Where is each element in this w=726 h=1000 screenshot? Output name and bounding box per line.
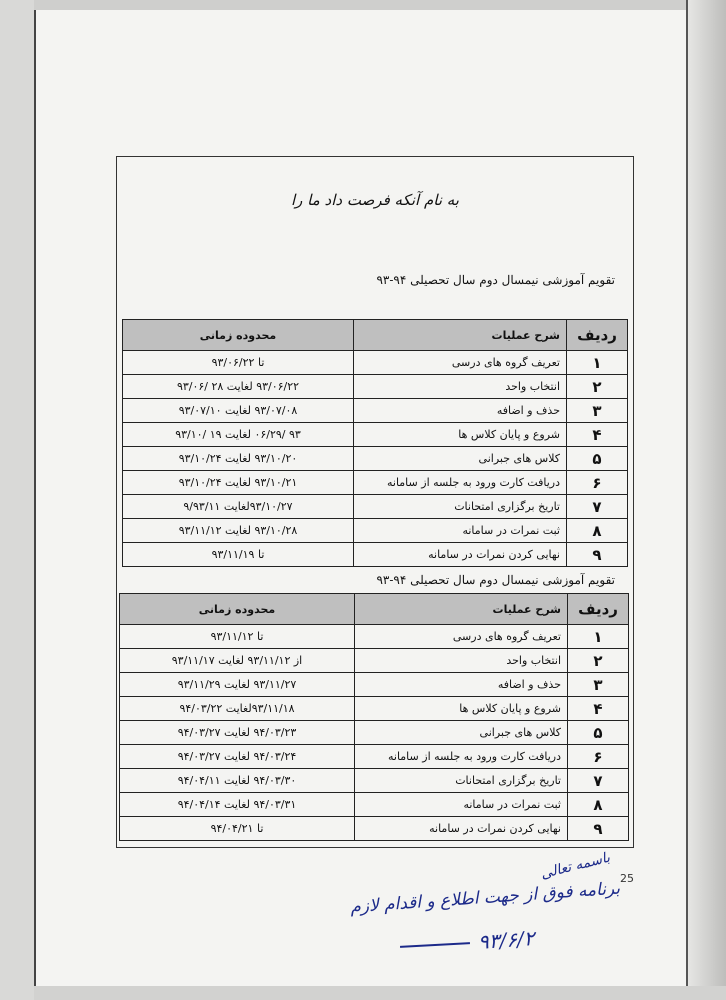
row-range: ۹۳/۱۰/۲۸ لغایت ۹۳/۱۱/۱۲ (123, 519, 354, 543)
row-range: ۹۳/۰۶/۲۲ لغایت ۲۸ /۹۳/۰۶ (123, 375, 354, 399)
table-row (120, 745, 629, 769)
header-operation: شرح عملیات (355, 594, 568, 625)
row-range: ۹۴/۰۳/۳۰ لغایت ۹۴/۰۴/۱۱ (120, 769, 355, 793)
row-operation: حذف و اضافه (355, 673, 568, 697)
row-range: تا ۹۳/۱۱/۱۲ (120, 625, 355, 649)
row-index: ۴ (567, 423, 628, 447)
table-row (123, 543, 628, 567)
row-operation: تاریخ برگزاری امتحانات (355, 769, 568, 793)
row-index: ۹ (567, 543, 628, 567)
table-row (123, 447, 628, 471)
row-operation: کلاس های جبرانی (354, 447, 567, 471)
row-range: از ۹۳/۱۱/۱۲ لغایت ۹۳/۱۱/۱۷ (120, 649, 355, 673)
row-operation: شروع و پایان کلاس ها (355, 697, 568, 721)
row-index: ۷ (568, 769, 629, 793)
header-index: ردیف (568, 594, 629, 625)
row-range: ۹۴/۰۳/۳۱ لغایت ۹۴/۰۴/۱۴ (120, 793, 355, 817)
row-index: ۲ (568, 649, 629, 673)
row-operation: تعریف گروه های درسی (355, 625, 568, 649)
table-row (123, 495, 628, 519)
row-index: ۳ (568, 673, 629, 697)
row-index: ۱ (568, 625, 629, 649)
document-heading: به نام آنکه فرصت داد ما را (291, 191, 459, 209)
table-row (120, 673, 629, 697)
table-row (120, 625, 629, 649)
row-operation: شروع و پایان کلاس ها (354, 423, 567, 447)
row-range: ۹۳/۱۰/۲۱ لغایت ۹۳/۱۰/۲۴ (123, 471, 354, 495)
handwritten-note: برنامه فوق از جهت اطلاع و اقدام لازم (349, 878, 621, 918)
semester1-table (122, 319, 628, 567)
row-operation: دریافت کارت ورود به جلسه از سامانه (354, 471, 567, 495)
table-row (120, 721, 629, 745)
row-index: ۷ (567, 495, 628, 519)
row-range: ۹۴/۰۳/۲۴ لغایت ۹۴/۰۳/۲۷ (120, 745, 355, 769)
table-row (123, 423, 628, 447)
row-range: ۹۳/۱۱/۲۷ لغایت ۹۳/۱۱/۲۹ (120, 673, 355, 697)
handwritten-salutation: باسمه تعالی (539, 849, 612, 883)
row-operation: تعریف گروه های درسی (354, 351, 567, 375)
row-operation: تاریخ برگزاری امتحانات (354, 495, 567, 519)
table-row (123, 375, 628, 399)
handwritten-date: ۹۳/۶/۲ (477, 926, 536, 954)
row-index: ۴ (568, 697, 629, 721)
semester2-caption: تقویم آموزشی نیمسال دوم سال تحصیلی ۹۴-۹۳ (376, 573, 615, 587)
page-number: 25 (620, 872, 634, 885)
row-index: ۳ (567, 399, 628, 423)
row-operation: ثبت نمرات در سامانه (355, 793, 568, 817)
row-index: ۶ (567, 471, 628, 495)
row-index: ۱ (567, 351, 628, 375)
header-operation: شرح عملیات (354, 320, 567, 351)
handwritten-underline (400, 942, 470, 948)
table-header-row (123, 320, 628, 351)
row-range: تا ۹۴/۰۴/۲۱ (120, 817, 355, 841)
row-range: ۹۳ /۰۶/۲۹ لغایت ۱۹ /۹۳/۱۰ (123, 423, 354, 447)
row-operation: حذف و اضافه (354, 399, 567, 423)
table-header-row (120, 594, 629, 625)
row-operation: انتخاب واحد (354, 375, 567, 399)
scan-right-edge (686, 0, 726, 1000)
row-index: ۵ (567, 447, 628, 471)
table-row (120, 697, 629, 721)
row-range: تا ۹۳/۱۱/۱۹ (123, 543, 354, 567)
header-index: ردیف (567, 320, 628, 351)
row-index: ۵ (568, 721, 629, 745)
row-operation: ثبت نمرات در سامانه (354, 519, 567, 543)
row-operation: دریافت کارت ورود به جلسه از سامانه (355, 745, 568, 769)
scan-top-edge (34, 0, 726, 10)
table-row (123, 519, 628, 543)
table-row (123, 471, 628, 495)
table-row (120, 649, 629, 673)
header-range: محدوده زمانی (123, 320, 354, 351)
row-operation: انتخاب واحد (355, 649, 568, 673)
semester2-table (119, 593, 629, 841)
scan-bottom-edge (34, 986, 726, 1000)
row-operation: کلاس های جبرانی (355, 721, 568, 745)
table-row (120, 793, 629, 817)
row-index: ۶ (568, 745, 629, 769)
row-operation: نهایی کردن نمرات در سامانه (354, 543, 567, 567)
semester1-caption: تقویم آموزشی نیمسال دوم سال تحصیلی ۹۴-۹۳ (376, 273, 615, 287)
header-range: محدوده زمانی (120, 594, 355, 625)
row-index: ۸ (568, 793, 629, 817)
row-range: ۹۳/۰۷/۰۸ لغایت ۹۳/۰۷/۱۰ (123, 399, 354, 423)
row-range: ۹۴/۰۳/۲۳ لغایت ۹۴/۰۳/۲۷ (120, 721, 355, 745)
scan-left-edge (0, 0, 36, 1000)
table-row (120, 817, 629, 841)
row-index: ۹ (568, 817, 629, 841)
table-row (120, 769, 629, 793)
table-row (123, 399, 628, 423)
row-range: تا ۹۳/۰۶/۲۲ (123, 351, 354, 375)
row-range: ۹۳/۱۱/۱۸لغایت ۹۴/۰۳/۲۲ (120, 697, 355, 721)
row-index: ۸ (567, 519, 628, 543)
row-range: ۹۳/۱۰/۲۰ لغایت ۹۳/۱۰/۲۴ (123, 447, 354, 471)
row-operation: نهایی کردن نمرات در سامانه (355, 817, 568, 841)
table-row (123, 351, 628, 375)
row-index: ۲ (567, 375, 628, 399)
document-frame (116, 156, 634, 848)
row-range: ۹۳/۱۰/۲۷لغایت ۹/۹۳/۱۱ (123, 495, 354, 519)
